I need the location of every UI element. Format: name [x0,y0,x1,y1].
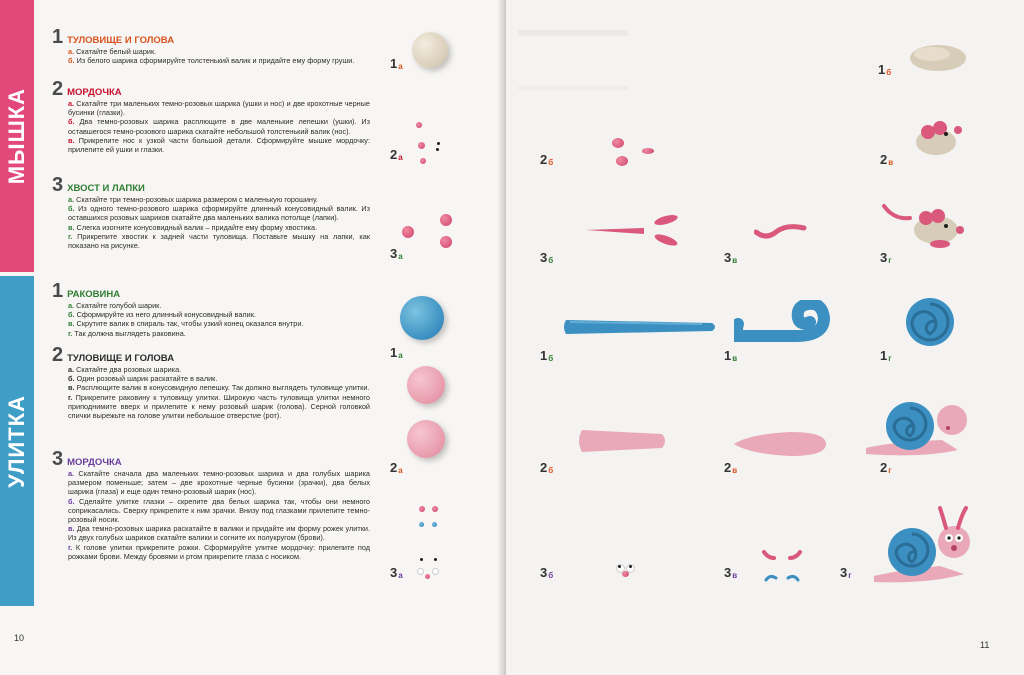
photo-snail-3v [760,548,804,586]
photo-snail-1a [400,296,452,342]
mouse-step-3 [52,176,370,250]
photo-mouse-3a [402,210,462,250]
section-tab-mouse-label: МЫШКА [4,87,29,185]
instruction-item: б. Два темно-розовых шарика расплющите в две маленькие лепешки (ушки). Из оставшегося темно-розового шарика скатайте небольшой толстенький валик (нос). [68,117,370,136]
photo-snail-2a [405,366,451,462]
step-number: 3 [52,174,64,196]
snail-step-2 [52,346,370,420]
step-title: ХВОСТ И ЛАПКИ [67,183,145,194]
mouse-step-1 [52,28,370,65]
step-number: 2 [52,78,64,100]
instruction-item: в. Скрутите валик в спираль так, чтобы узкий конец оказался внутри. [68,319,304,329]
instruction-item: в. Расплющите валик в конусовидную лепешку. Так должно выглядеть туловище улитки. [68,383,370,393]
snail-step-3 [52,450,370,561]
instruction-item: б. Из одного темно-розового шарика сформируйте длинный конусовидный валик. Из оставшихся розовых шариков скатайте два маленьких валика потолще (лапки). [68,204,370,223]
instruction-item: г. Прикрепите хвостик к задней части туловища. Поставьте мышку на лапки, как показано на рисунке. [68,231,370,251]
instruction-item: в. Прикрепите нос к узкой части большой детали. Сформируйте мышке мордочку: прилепите ей ушки и глазки. [68,135,370,155]
instruction-item: г. Так должна выглядеть раковина. [68,328,186,338]
step-title: ТУЛОВИЩЕ И ГОЛОВА [67,35,175,46]
photo-snail-2g [862,400,974,462]
step-number: 2 [52,344,64,366]
photo-mouse-1b [904,38,970,78]
photo-label: $2_в$ [880,152,894,167]
photo-label: $3_б$ [540,565,554,580]
instruction-item: в. Два темно-розовых шарика раскатайте в валики и придайте им форму рожек улитки. Из двух голубых шариков скатайте валики и согните их полукругом (брови). [68,524,371,543]
right-page [506,0,1024,675]
photo-snail-2b [576,424,670,458]
photo-label: $2_б$ [540,460,554,475]
left-page [0,0,506,675]
photo-snail-3g [870,504,978,588]
photo-label: $1_а$ [390,56,403,71]
photo-label: $3_а$ [390,246,403,261]
photo-label: $3_г$ [880,250,892,265]
photo-snail-3a [412,500,452,586]
photo-label: $1_б$ [878,62,892,77]
photo-label: $2_а$ [390,460,403,475]
photo-mouse-2a [410,118,450,168]
instruction-item: б. Сделайте улитке глазки – скрепите два белых шарика так, чтобы они немного соприкасались. Сверху прикрепите к ним зрачки. Внизу под глазками прилепите темно-розовый носик. [68,496,370,525]
photo-snail-1g [898,296,958,346]
section-tab-snail-label: УЛИТКА [4,394,29,488]
instruction-item: а. Скатайте сначала два маленьких темно-розовых шарика и два голубых шарика размером поменьше; затем – две крохотные черные бусинки (зрачки), два белых шарика (глаза) и еще один темно-розовый шарик (нос). [68,469,370,497]
photo-label: $2_в$ [724,460,738,475]
photo-snail-2v [730,426,830,460]
photo-mouse-1a [408,32,454,68]
photo-mouse-3v [754,220,808,242]
photo-label: $1_б$ [540,348,554,363]
instruction-item: а. Скатайте два розовых шарика. [68,365,182,374]
page-number-right: 11 [980,640,990,650]
photo-label: $1_г$ [880,348,892,363]
instruction-item: а. Скатайте голубой шарик. [68,301,162,310]
photo-mouse-3g [880,200,970,258]
step-title: МОРДОЧКА [67,457,122,468]
photo-mouse-2b [606,134,666,174]
instruction-item: б. Сформируйте из него длинный конусовидный валик. [68,310,256,320]
bleed-through-mark [518,30,628,90]
snail-step-1 [52,282,370,338]
step-title: МОРДОЧКА [67,87,122,98]
photo-snail-3b [614,560,640,580]
step-title: ТУЛОВИЩЕ И ГОЛОВА [67,353,175,364]
section-tab-snail [0,276,34,606]
instruction-item: г. К голове улитки прикрепите рожки. Сформируйте улитке мордочку: прилепите под рожками брови. Между бровями и ртом прикрепите глаза с носиком. [68,542,370,561]
photo-label: $3_в$ [724,250,738,265]
instruction-item: г. Прикрепите раковину к туловищу улитки. Широкую часть туловища улитки немного приподнимите вверх и прилепите к нему розовый шарик (голова). Серной головкой спички вырежьте на голове улитки небольшое отверстие (рот). [68,392,370,421]
photo-label: $3_г$ [840,565,852,580]
photo-label: $1_а$ [390,345,403,360]
photo-label: $3_б$ [540,250,554,265]
section-tab-mouse [0,0,34,272]
instruction-item: б. Один розовый шарик раскатайте в валик. [68,374,218,384]
photo-label: $2_а$ [390,147,403,162]
step-number: 1 [52,26,64,48]
instruction-item: а. Скатайте три маленьких темно-розовых шарика (ушки и нос) и две крохотные черные бусинки (глазки). [68,99,370,118]
photo-snail-1b [562,314,722,340]
photo-label: $2_г$ [880,460,892,475]
step-number: 1 [52,280,64,302]
instruction-item: б. Из белого шарика сформируйте толстенький валик и придайте ему форму груши. [68,56,355,66]
instruction-item: а. Скатайте три темно-розовых шарика размером с маленькую горошину. [68,195,318,204]
photo-label: $1_в$ [724,348,738,363]
step-title: РАКОВИНА [67,289,121,300]
instruction-item: в. Слегка изогните конусовидный валик – придайте ему форму хвостика. [68,222,318,232]
instruction-item: а. Скатайте белый шарик. [68,47,157,56]
mouse-step-2 [52,80,370,154]
photo-label: $2_б$ [540,152,554,167]
photo-mouse-3b [584,210,684,250]
page-number-left: 10 [14,633,25,643]
photo-snail-1v [734,300,830,344]
photo-mouse-2v [910,114,972,158]
photo-label: $3_в$ [724,565,738,580]
photo-label: $3_а$ [390,565,403,580]
step-number: 3 [52,448,64,470]
